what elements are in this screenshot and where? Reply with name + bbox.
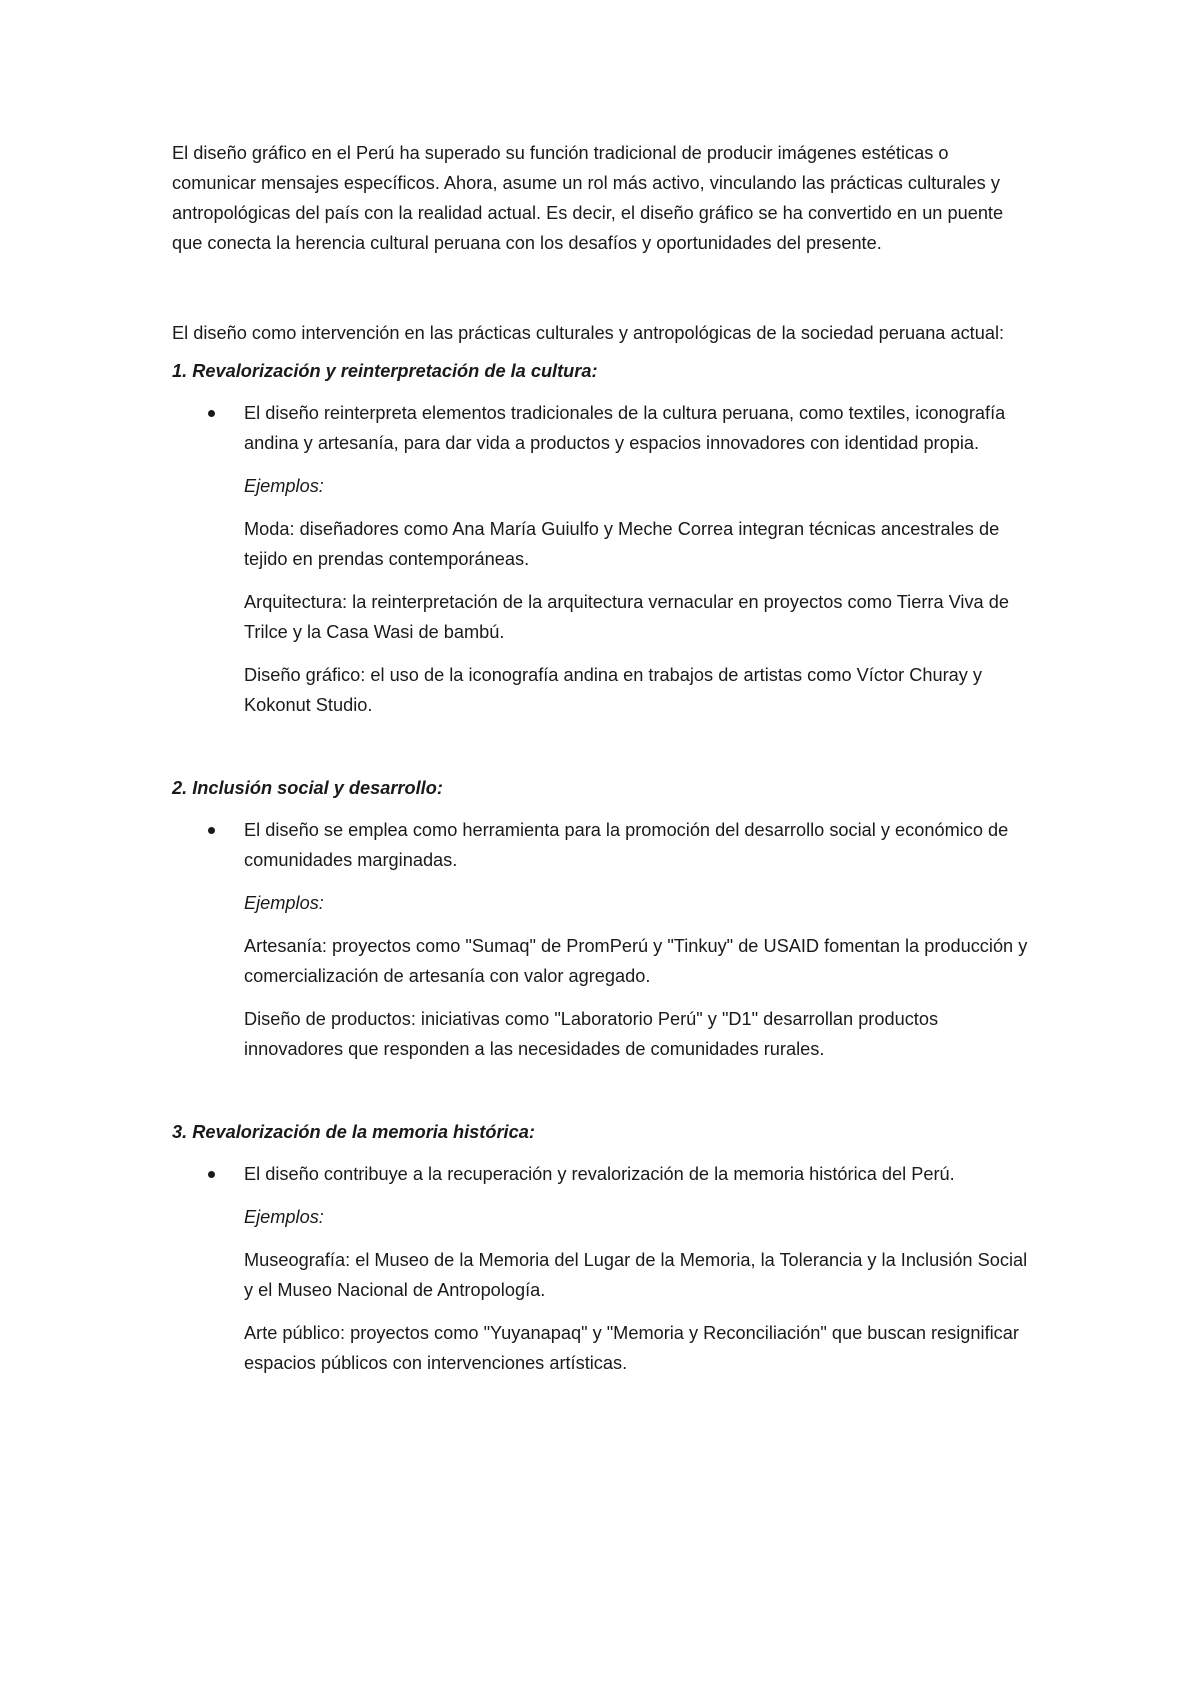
- section-1: [172, 356, 1032, 720]
- examples-label: Ejemplos:: [244, 476, 324, 496]
- example-item: Artesanía: proyectos como "Sumaq" de PromPerú y "Tinkuy" de USAID fomentan la producción y comercialización de artesanía con valor agregado.: [244, 936, 1028, 986]
- bullet-icon: [208, 1171, 215, 1178]
- examples-label: Ejemplos:: [244, 1207, 324, 1227]
- examples-label: Ejemplos:: [244, 893, 324, 913]
- lead-paragraph: El diseño como intervención en las prácticas culturales y antropológicas de la sociedad peruana actual:: [172, 323, 1005, 343]
- intro-paragraph: El diseño gráfico en el Perú ha superado su función tradicional de producir imágenes estéticas o comunicar mensajes específicos. Ahora, asume un rol más activo, vinculando las prácticas culturales y antropológicas del país con la realidad actual. Es decir, el diseño gráfico se ha convertido en un puente que conecta la herencia cultural peruana con los desafíos y oportunidades del presente.: [172, 143, 1004, 253]
- bullet-item: [172, 398, 1032, 458]
- example-item: Moda: diseñadores como Ana María Guiulfo y Meche Correa integran técnicas ancestrales de tejido en prendas contemporáneas.: [244, 519, 1000, 569]
- bullet-text: El diseño se emplea como herramienta para la promoción del desarrollo social y económico de comunidades marginadas.: [244, 820, 1009, 870]
- example-item: Arquitectura: la reinterpretación de la arquitectura vernacular en proyectos como Tierra Viva de Trilce y la Casa Wasi de bambú.: [244, 592, 1009, 642]
- bullet-icon: [208, 410, 215, 417]
- example-item: Museografía: el Museo de la Memoria del Lugar de la Memoria, la Tolerancia y la Inclusión Social y el Museo Nacional de Antropología.: [244, 1250, 1028, 1300]
- document-page: [172, 138, 1032, 1431]
- bullet-item: [172, 815, 1032, 875]
- bullet-text: El diseño reinterpreta elementos tradicionales de la cultura peruana, como textiles, iconografía andina y artesanía, para dar vida a productos y espacios innovadores con identidad propia.: [244, 403, 1006, 453]
- section-heading: 3. Revalorización de la memoria histórica:: [172, 1122, 535, 1142]
- section-3: [172, 1117, 1032, 1378]
- bullet-item: [172, 1159, 1032, 1189]
- bullet-icon: [208, 827, 215, 834]
- bullet-text: El diseño contribuye a la recuperación y revalorización de la memoria histórica del Perú.: [244, 1164, 955, 1184]
- example-item: Diseño de productos: iniciativas como "Laboratorio Perú" y "D1" desarrollan productos innovadores que responden a las necesidades de comunidades rurales.: [244, 1009, 939, 1059]
- section-heading: 2. Inclusión social y desarrollo:: [172, 778, 443, 798]
- example-item: Diseño gráfico: el uso de la iconografía andina en trabajos de artistas como Víctor Churay y Kokonut Studio.: [244, 665, 983, 715]
- section-heading: 1. Revalorización y reinterpretación de la cultura:: [172, 361, 598, 381]
- example-item: Arte público: proyectos como "Yuyanapaq" y "Memoria y Reconciliación" que buscan resignificar espacios públicos con intervenciones artísticas.: [244, 1323, 1019, 1373]
- section-2: [172, 773, 1032, 1064]
